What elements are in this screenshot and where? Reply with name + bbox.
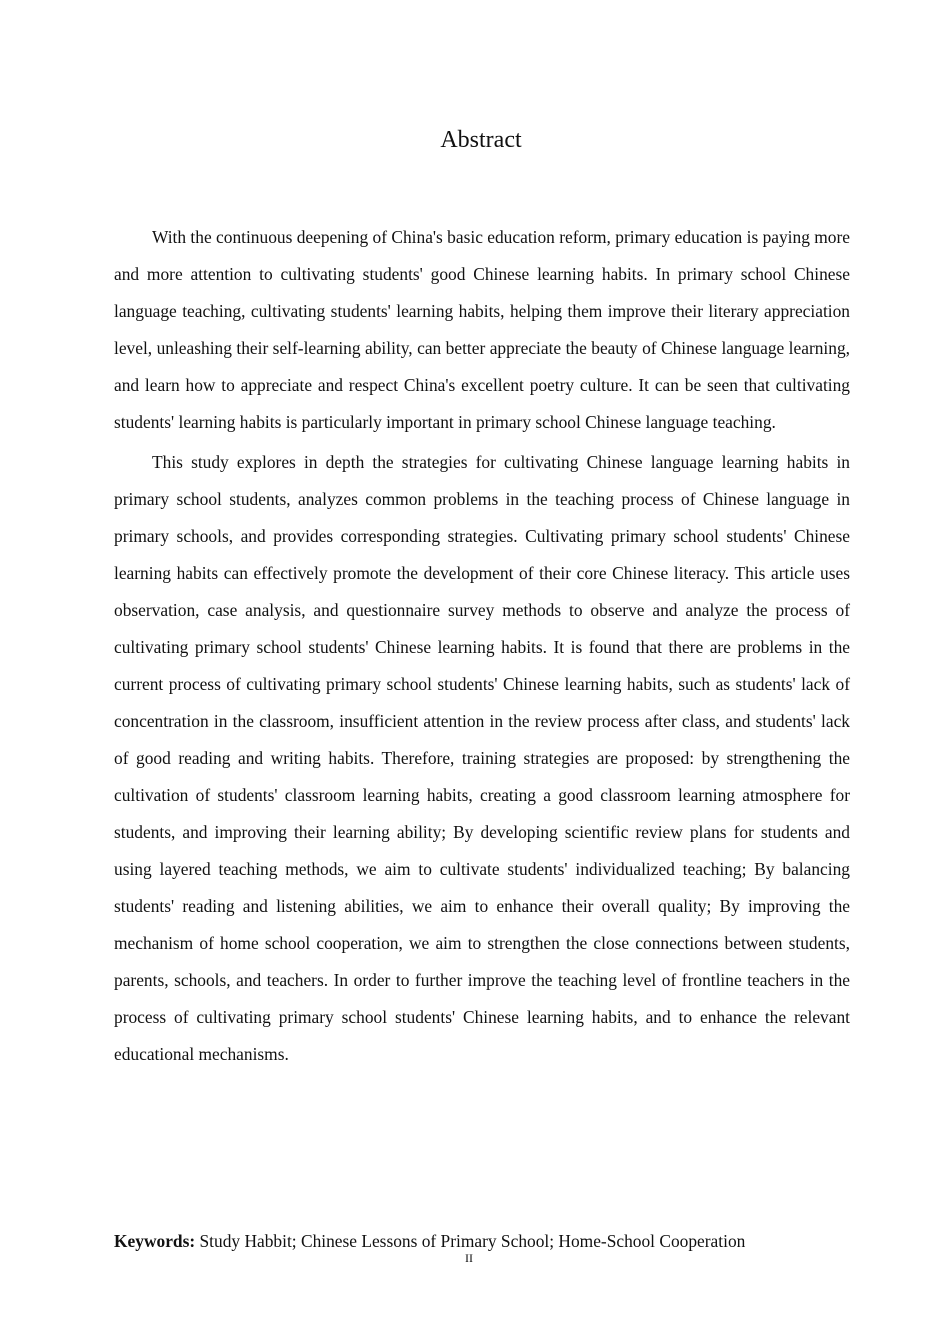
keywords-label: Keywords: (114, 1231, 196, 1251)
abstract-paragraph-2: This study explores in depth the strategies for cultivating Chinese language learning habits in primary school students, analyzes common problems in the teaching process of Chinese language in primary schools, and provides corresponding strategies. Cultivating primary school students' Chinese learning habits can effectively promote the development of their core Chinese literacy. This article uses observation, case analysis, and questionnaire survey methods to observe and analyze the process of cultivating primary school students' Chinese learning habits. It is found that there are problems in the current process of cultivating primary school students' Chinese learning habits, such as students' lack of concentration in the classroom, insufficient attention in the review process after class, and students' lack of good reading and writing habits. Therefore, training strategies are proposed: by strengthening the cultivation of students' classroom learning habits, creating a good classroom learning atmosphere for students, and improving their learning ability; By developing scientific review plans for students and using layered teaching methods, we aim to cultivate students' individualized teaching; By balancing students' reading and listening abilities, we aim to enhance their overall quality; By improving the mechanism of home school cooperation, we aim to strengthen the close connections between students, parents, schools, and teachers. In order to further improve the teaching level of frontline teachers in the process of cultivating primary school students' Chinese learning habits, and to enhance the relevant educational mechanisms. (114, 452, 850, 1064)
abstract-body (114, 219, 850, 1076)
page-number: II (465, 1251, 473, 1265)
abstract-paragraph-1: With the continuous deepening of China's basic education reform, primary education is paying more and more attention to cultivating students' good Chinese learning habits. In primary school Chinese language teaching, cultivating students' learning habits, helping them improve their literary appreciation level, unleashing their self-learning ability, can better appreciate the beauty of Chinese language learning, and learn how to appreciate and respect China's excellent poetry culture. It can be seen that cultivating students' learning habits is particularly important in primary school Chinese language teaching. (114, 227, 850, 432)
abstract-title: Abstract (440, 127, 522, 153)
keywords-text: Study Habbit; Chinese Lessons of Primary School; Home-School Cooperation (199, 1231, 746, 1251)
